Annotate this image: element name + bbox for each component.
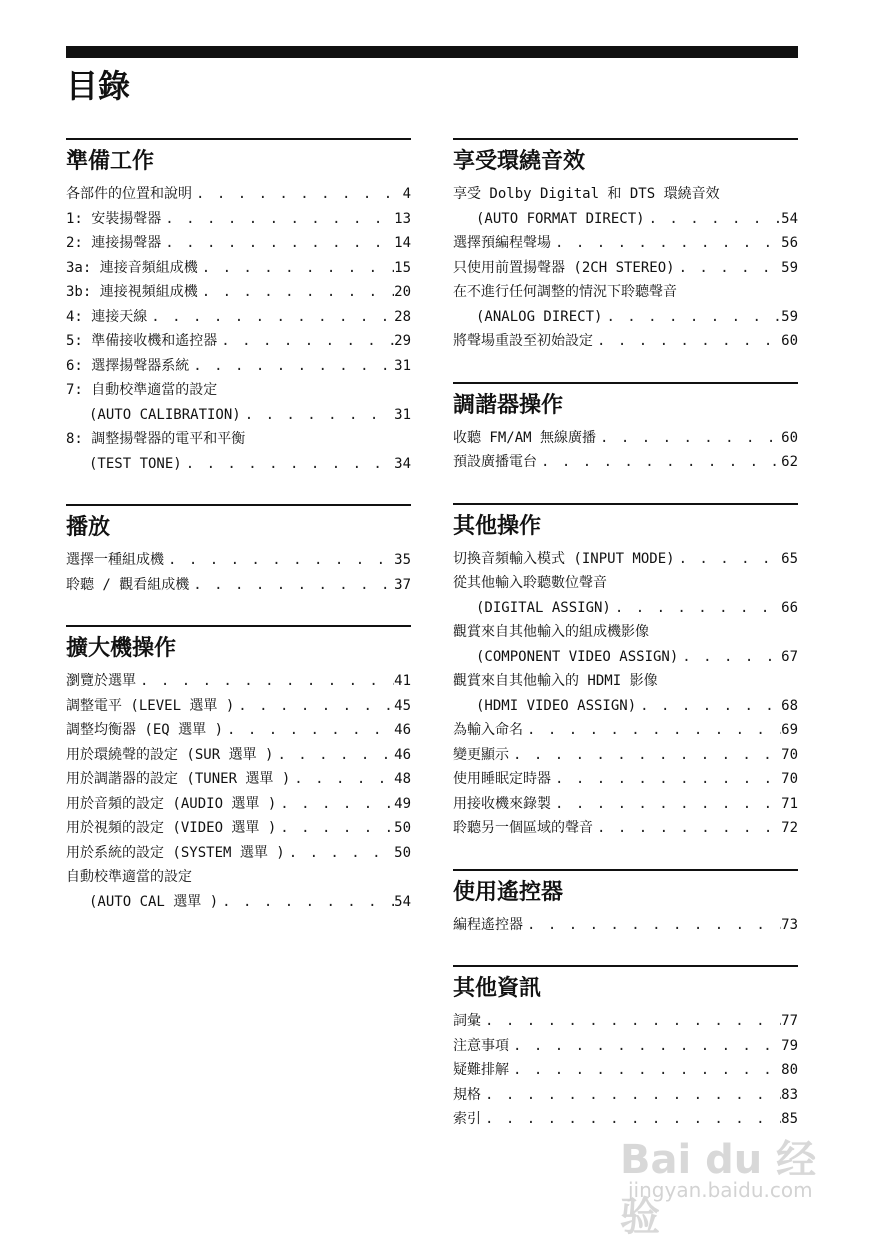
page-number: 50 bbox=[394, 820, 411, 836]
section-heading: 準備工作 bbox=[66, 149, 155, 174]
page-number: 68 bbox=[781, 697, 798, 714]
toc-entry-label: 3b: 連接視頻組成機 bbox=[66, 284, 198, 300]
dot-leader bbox=[234, 694, 394, 719]
toc-entry[interactable] bbox=[66, 743, 411, 768]
dot-leader bbox=[147, 305, 394, 330]
dot-leader bbox=[551, 792, 781, 817]
toc-entry-sublabel: (HDMI VIDEO ASSIGN) bbox=[476, 697, 637, 714]
page-title: 目錄 bbox=[66, 67, 131, 105]
page-number: 73 bbox=[781, 916, 798, 933]
dot-leader bbox=[675, 547, 782, 572]
page-number: 62 bbox=[781, 454, 798, 470]
page-number: 59 bbox=[781, 259, 798, 276]
dot-leader bbox=[602, 305, 781, 330]
toc-section bbox=[66, 625, 411, 914]
toc-entry[interactable] bbox=[66, 792, 411, 817]
toc-entry[interactable] bbox=[66, 865, 411, 914]
dot-leader bbox=[636, 694, 781, 719]
toc-entry[interactable] bbox=[453, 669, 798, 718]
page-number: 70 bbox=[781, 771, 798, 787]
dot-leader bbox=[290, 767, 394, 792]
toc-section bbox=[453, 965, 798, 1132]
toc-entry-label: 用於調諧器的設定 (TUNER 選單 ) bbox=[66, 771, 291, 787]
toc-entry-label: 注意事項 bbox=[453, 1037, 509, 1054]
toc-entry-label: 疑難排解 bbox=[453, 1062, 509, 1078]
page-number: 50 bbox=[394, 844, 411, 861]
dot-leader bbox=[136, 669, 394, 694]
toc-entry-sublabel: (AUTO CALIBRATION) bbox=[89, 406, 241, 423]
dot-leader bbox=[223, 718, 394, 743]
toc-entry[interactable] bbox=[453, 426, 798, 451]
dot-leader bbox=[551, 231, 781, 256]
page-number: 34 bbox=[394, 455, 411, 472]
toc-entry[interactable] bbox=[453, 913, 798, 938]
page-number: 65 bbox=[781, 550, 798, 567]
toc-entry-label: 索引 bbox=[453, 1111, 481, 1127]
page-number: 54 bbox=[781, 210, 798, 227]
toc-entry-label: 瀏覽於選單 bbox=[66, 673, 136, 689]
toc-entry-label: 用於系統的設定 (SYSTEM 選單 ) bbox=[66, 844, 285, 861]
dot-leader bbox=[645, 207, 782, 232]
page-number: 35 bbox=[394, 552, 411, 568]
toc-section bbox=[66, 504, 411, 597]
dot-leader bbox=[285, 841, 394, 866]
page-number: 66 bbox=[781, 599, 798, 616]
page-number: 79 bbox=[781, 1037, 798, 1054]
toc-entry-label: 收聽 FM/AM 無線廣播 bbox=[453, 429, 597, 446]
page-number: 56 bbox=[781, 235, 798, 251]
dot-leader bbox=[218, 890, 394, 915]
dot-leader bbox=[611, 596, 781, 621]
section-heading: 調諧器操作 bbox=[453, 392, 564, 418]
dot-leader bbox=[273, 743, 394, 768]
toc-entry-label: 1: 安裝揚聲器 bbox=[66, 210, 162, 227]
toc-entry[interactable] bbox=[66, 669, 411, 694]
toc-entry-label: 用於環繞聲的設定 (SUR 選單 ) bbox=[66, 746, 274, 763]
toc-entry-label: 切換音頻輸入模式 (INPUT MODE) bbox=[453, 550, 675, 567]
page-number: 60 bbox=[781, 333, 798, 349]
page-number: 13 bbox=[394, 210, 411, 227]
toc-section bbox=[453, 869, 798, 938]
section-heading: 使用遙控器 bbox=[453, 879, 564, 905]
toc-entry[interactable] bbox=[453, 1083, 798, 1108]
toc-entry[interactable] bbox=[453, 767, 798, 792]
toc-entry-label: 用於音頻的設定 (AUDIO 選單 ) bbox=[66, 795, 277, 812]
toc-entry-label: 規格 bbox=[453, 1086, 481, 1103]
toc-entry-label: 使用睡眠定時器 bbox=[453, 771, 551, 787]
toc-entry[interactable] bbox=[66, 841, 411, 866]
toc-entry-sublabel: (TEST TONE) bbox=[89, 455, 182, 472]
toc-section bbox=[453, 138, 798, 354]
toc-entry[interactable] bbox=[66, 816, 411, 841]
toc-entry[interactable] bbox=[66, 694, 411, 719]
toc-entry-label: 7: 自動校準適當的設定 bbox=[66, 382, 218, 398]
toc-entry-sublabel: (AUTO FORMAT DIRECT) bbox=[476, 210, 645, 227]
section-heading: 擴大機操作 bbox=[66, 636, 177, 661]
toc-entry[interactable] bbox=[453, 231, 798, 256]
page-number: 67 bbox=[781, 648, 798, 665]
toc-entry-label: 各部件的位置和說明 bbox=[66, 186, 192, 202]
toc-section bbox=[66, 138, 411, 476]
section-heading: 享受環繞音效 bbox=[453, 149, 586, 174]
toc-entry-sublabel: (DIGITAL ASSIGN) bbox=[476, 599, 611, 616]
page-number: 54 bbox=[394, 893, 411, 910]
page-number: 29 bbox=[394, 333, 411, 349]
toc-entry[interactable] bbox=[66, 305, 411, 330]
toc-entry[interactable] bbox=[66, 718, 411, 743]
dot-leader bbox=[481, 1009, 781, 1034]
toc-entry-sublabel: (AUTO CAL 選單 ) bbox=[89, 893, 219, 910]
toc-entry[interactable] bbox=[66, 182, 411, 207]
page-number: 46 bbox=[394, 722, 411, 738]
dot-leader bbox=[161, 231, 394, 256]
toc-entry[interactable] bbox=[453, 547, 798, 572]
page-number: 49 bbox=[394, 795, 411, 812]
dot-leader bbox=[161, 207, 394, 232]
toc-entry-sublabel: (ANALOG DIRECT) bbox=[476, 308, 603, 325]
toc-entry-label: 用於視頻的設定 (VIDEO 選單 ) bbox=[66, 820, 277, 836]
dot-leader bbox=[164, 548, 394, 573]
toc-entry-label: 5: 準備接收機和遙控器 bbox=[66, 333, 218, 349]
toc-entry[interactable] bbox=[66, 329, 411, 354]
toc-entry-label: 8: 調整揚聲器的電平和平衡 bbox=[66, 431, 246, 447]
dot-leader bbox=[678, 645, 781, 670]
toc-entry-label: 聆聽 / 觀看組成機 bbox=[66, 576, 190, 593]
dot-leader bbox=[509, 1058, 781, 1083]
toc-entry-label: 6: 選擇揚聲器系統 bbox=[66, 357, 190, 374]
dot-leader bbox=[198, 280, 394, 305]
toc-entry[interactable] bbox=[453, 1009, 798, 1034]
toc-entry-label: 用接收機來錄製 bbox=[453, 795, 551, 812]
dot-leader bbox=[276, 816, 394, 841]
toc-entry[interactable] bbox=[453, 450, 798, 475]
page-number: 72 bbox=[781, 820, 798, 836]
dot-leader bbox=[509, 743, 781, 768]
watermark-url: jingyan.baidu.com bbox=[628, 1178, 813, 1202]
dot-leader bbox=[675, 256, 782, 281]
toc-entry[interactable] bbox=[66, 573, 411, 598]
toc-entry[interactable] bbox=[66, 280, 411, 305]
dot-leader bbox=[189, 354, 394, 379]
toc-entry-label: 享受 Dolby Digital 和 DTS 環繞音效 bbox=[453, 186, 720, 202]
toc-entry[interactable] bbox=[66, 354, 411, 379]
toc-entry-label: 4: 連接天線 bbox=[66, 308, 148, 325]
toc-entry[interactable] bbox=[453, 743, 798, 768]
toc-entry[interactable] bbox=[66, 207, 411, 232]
toc-entry[interactable] bbox=[453, 1034, 798, 1059]
toc-entry-label: 自動校準適當的設定 bbox=[66, 869, 192, 885]
dot-leader bbox=[523, 718, 781, 743]
section-heading: 其他資訊 bbox=[453, 976, 542, 1001]
dot-leader bbox=[551, 767, 781, 792]
toc-entry[interactable] bbox=[66, 231, 411, 256]
dot-leader bbox=[593, 816, 781, 841]
toc-entry[interactable] bbox=[66, 256, 411, 281]
watermark-logo: Bai du 经验 bbox=[620, 1137, 817, 1240]
toc-entry[interactable] bbox=[453, 792, 798, 817]
toc-entry-label: 只使用前置揚聲器 (2CH STEREO) bbox=[453, 259, 675, 276]
dot-leader bbox=[509, 1034, 781, 1059]
page-number: 45 bbox=[394, 697, 411, 714]
toc-entry-label: 調整電平 (LEVEL 選單 ) bbox=[66, 697, 235, 714]
toc-entry[interactable] bbox=[66, 767, 411, 792]
page-number: 20 bbox=[394, 284, 411, 300]
watermark bbox=[606, 1120, 826, 1240]
left-column bbox=[66, 138, 411, 942]
toc-entry[interactable] bbox=[453, 280, 798, 329]
toc-entry-sublabel: (COMPONENT VIDEO ASSIGN) bbox=[476, 648, 679, 665]
page-number: 28 bbox=[394, 308, 411, 325]
page-number: 48 bbox=[394, 771, 411, 787]
page-number: 41 bbox=[394, 673, 411, 689]
toc-entry-label: 將聲場重設至初始設定 bbox=[453, 333, 593, 349]
page-number: 15 bbox=[394, 259, 411, 276]
page-number: 31 bbox=[394, 357, 411, 374]
page-number: 85 bbox=[781, 1111, 798, 1127]
toc-entry-label: 調整均衡器 (EQ 選單 ) bbox=[66, 722, 224, 738]
dot-leader bbox=[198, 256, 394, 281]
toc-entry-label: 3a: 連接音頻組成機 bbox=[66, 259, 198, 276]
toc-entry-label: 選擇一種組成機 bbox=[66, 552, 164, 568]
page-number: 77 bbox=[781, 1013, 798, 1029]
section-heading: 其他操作 bbox=[453, 513, 542, 539]
dot-leader bbox=[189, 573, 394, 598]
page-number: 83 bbox=[781, 1086, 798, 1103]
dot-leader bbox=[523, 913, 781, 938]
dot-leader bbox=[596, 426, 781, 451]
toc-entry[interactable] bbox=[453, 571, 798, 620]
dot-leader bbox=[481, 1083, 781, 1108]
page-number: 59 bbox=[781, 308, 798, 325]
toc-entry-label: 2: 連接揚聲器 bbox=[66, 235, 162, 251]
toc-entry-label: 變更顯示 bbox=[453, 746, 509, 763]
page-number: 4 bbox=[402, 186, 411, 202]
dot-leader bbox=[217, 329, 394, 354]
toc-entry[interactable] bbox=[453, 329, 798, 354]
toc-entry[interactable] bbox=[66, 427, 411, 476]
toc-entry[interactable] bbox=[453, 816, 798, 841]
page-number: 31 bbox=[394, 406, 411, 423]
page-number: 71 bbox=[781, 795, 798, 812]
dot-leader bbox=[241, 403, 394, 428]
top-rule bbox=[66, 46, 798, 58]
toc-entry-label: 詞彙 bbox=[453, 1013, 481, 1029]
toc-entry[interactable] bbox=[453, 256, 798, 281]
toc-section bbox=[453, 382, 798, 475]
dot-leader bbox=[192, 182, 403, 207]
right-column bbox=[453, 138, 798, 1160]
toc-entry-label: 從其他輸入聆聽數位聲音 bbox=[453, 575, 607, 591]
toc-entry[interactable] bbox=[453, 718, 798, 743]
dot-leader bbox=[593, 329, 781, 354]
toc-entry-label: 為輸入命名 bbox=[453, 722, 523, 738]
page-number: 60 bbox=[781, 429, 798, 446]
toc-entry-label: 觀賞來自其他輸入的 HDMI 影像 bbox=[453, 673, 658, 689]
toc-entry[interactable] bbox=[453, 1058, 798, 1083]
toc-entry[interactable] bbox=[453, 620, 798, 669]
toc-entry-label: 編程遙控器 bbox=[453, 916, 523, 933]
toc-entry-label: 選擇預編程聲場 bbox=[453, 235, 551, 251]
page-number: 80 bbox=[781, 1062, 798, 1078]
dot-leader bbox=[537, 450, 781, 475]
page-number: 69 bbox=[781, 722, 798, 738]
dot-leader bbox=[182, 452, 394, 477]
toc-entry-label: 觀賞來自其他輸入的組成機影像 bbox=[453, 624, 649, 640]
page-number: 14 bbox=[394, 235, 411, 251]
toc-entry[interactable] bbox=[66, 378, 411, 427]
page-number: 70 bbox=[781, 746, 798, 763]
toc-entry-label: 預設廣播電台 bbox=[453, 454, 537, 470]
toc-entry-label: 聆聽另一個區域的聲音 bbox=[453, 820, 593, 836]
page-number: 46 bbox=[394, 746, 411, 763]
dot-leader bbox=[276, 792, 394, 817]
toc-section bbox=[453, 503, 798, 841]
section-heading: 播放 bbox=[66, 515, 111, 540]
toc-entry-label: 在不進行任何調整的情況下聆聽聲音 bbox=[453, 284, 677, 300]
toc-entry[interactable] bbox=[453, 182, 798, 231]
page-number: 37 bbox=[394, 576, 411, 593]
toc-entry[interactable] bbox=[66, 548, 411, 573]
